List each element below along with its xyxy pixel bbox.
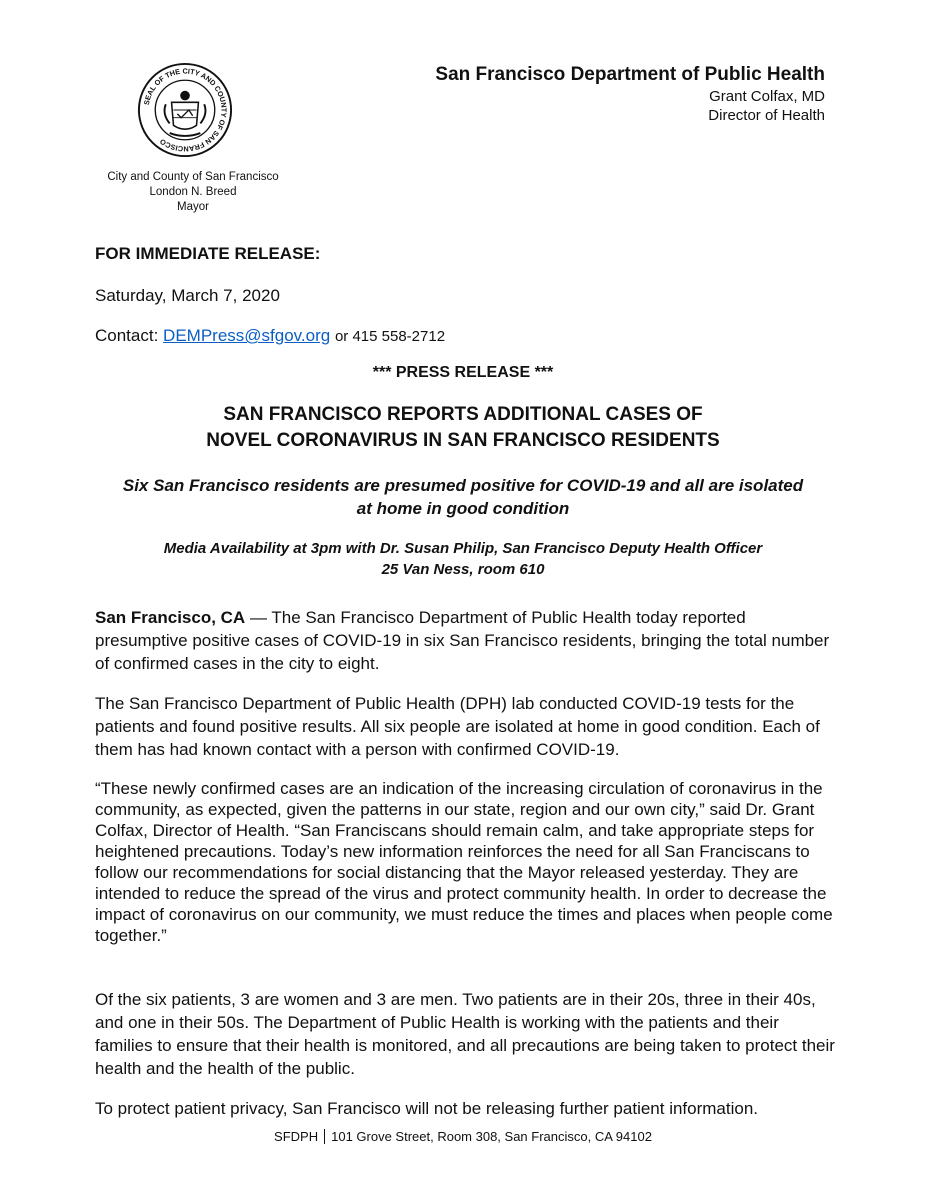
paragraph-1 xyxy=(95,606,840,675)
city-name: City and County of San Francisco xyxy=(107,171,279,183)
paragraph-1-text: — The San Francisco Department of Public Health today reported presumptive positive cases of COVID-19 in six San Francisco residents, bringing the total number of confirmed cases in the city to eight. xyxy=(95,608,830,673)
media-line-2: 25 Van Ness, room 610 xyxy=(381,561,545,578)
release-date: Saturday, March 7, 2020 xyxy=(95,286,280,305)
media-line-1: Media Availability at 3pm with Dr. Susan Philip, San Francisco Deputy Health Officer xyxy=(163,540,763,557)
headline-line-1: SAN FRANCISCO REPORTS ADDITIONAL CASES OF xyxy=(223,404,703,425)
footer xyxy=(0,1129,926,1144)
contact-label: Contact: xyxy=(95,326,159,345)
contact-phone: 415 558-2712 xyxy=(352,328,446,345)
city-info xyxy=(98,170,288,215)
headline xyxy=(60,402,866,454)
dateline: San Francisco, CA xyxy=(95,608,246,627)
contact-or: or xyxy=(334,328,349,345)
paragraph-2: The San Francisco Department of Public Health (DPH) lab conducted COVID-19 tests for the patients and found positive results. All six people are isolated at home in good condition. Each of them has had known contact with a person with confirmed COVID-19. xyxy=(95,694,820,759)
subhead-line-1: Six San Francisco residents are presumed positive for COVID-19 and all are isolated xyxy=(122,476,804,495)
paragraph-4: Of the six patients, 3 are women and 3 are men. Two patients are in their 20s, three in their 40s, and one in their 50s. The Department of Public Health is working with the patients and their families to ensure that their health is monitored, and all precautions are being taken to protect their health and the health of the public. xyxy=(95,990,835,1078)
headline-line-2: NOVEL CORONAVIRUS IN SAN FRANCISCO RESIDENTS xyxy=(206,430,720,451)
contact-line xyxy=(95,326,445,346)
press-release-label: *** PRESS RELEASE *** xyxy=(372,364,554,381)
subhead-line-2: at home in good condition xyxy=(356,499,570,518)
mayor-title: Mayor xyxy=(177,201,209,213)
department-info xyxy=(435,63,825,125)
mayor-name: London N. Breed xyxy=(149,186,237,198)
department-name: San Francisco Department of Public Health xyxy=(435,64,825,85)
paragraph-3-quote: “These newly confirmed cases are an indication of the increasing circulation of coronavirus in the community, as expected, given the patterns in our state, region and our own city,” said Dr. Grant Colfax, Director of Health. “San Franciscans should remain calm, and take appropriate steps for heightened precautions. Today’s new information reinforces the need for all San Franciscans to follow our recommendations for social distancing that the Mayor released yesterday. They are intended to reduce the spread of the virus and protect community health. In order to decrease the impact of coronavirus on our community, we must reduce the times and places when people come together.” xyxy=(95,779,833,945)
contact-email-link[interactable]: DEMPress@sfgov.org xyxy=(163,326,331,345)
footer-address: 101 Grove Street, Room 308, San Francisco, CA 94102 xyxy=(331,1129,652,1144)
svg-text:SEAL OF THE CITY AND COUNTY OF: SEAL OF THE CITY AND COUNTY OF SAN FRANCISCO xyxy=(141,66,229,154)
subheadline xyxy=(70,474,856,520)
city-seal-icon xyxy=(137,62,233,158)
director-title: Director of Health xyxy=(708,107,825,124)
footer-divider xyxy=(324,1129,325,1144)
footer-org: SFDPH xyxy=(274,1129,319,1144)
media-availability xyxy=(70,538,856,580)
release-label: FOR IMMEDIATE RELEASE: xyxy=(95,244,321,263)
director-name: Grant Colfax, MD xyxy=(709,88,825,105)
paragraph-5: To protect patient privacy, San Francisco will not be releasing further patient information. xyxy=(95,1099,759,1118)
